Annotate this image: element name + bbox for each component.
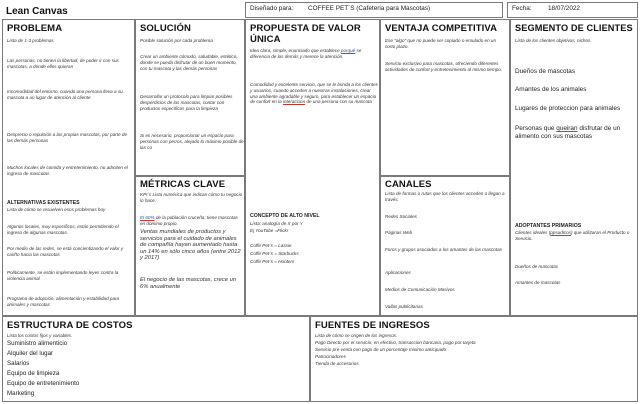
canal-item: Vallas publicitarias [385, 304, 423, 309]
metricas-title: MÉTRICAS CLAVE [140, 179, 226, 190]
problema-item: Las personas, no tienen la libertad, de poder ir con sus mascotas, a donde ellos quieran [7, 58, 119, 69]
solucion-item: Crear un ambiente cómodo, saludable, estético, donde se pueda disfrutar de un buen momento, con tu mascota y las demás personas [140, 54, 238, 71]
costo-item: Equipo de limpieza [7, 370, 60, 377]
alternativa-item: Programa de adopción, alimentación y estabilidad para animales y mascotas [7, 296, 120, 307]
propuesta-body: Comodidad y excelente servicio, que se le brinda a los clientes y usuarios, cuando acceden a nuestras instalaciones, crear una ambiente agradable y seguro, para establecer un espacio de confort en la interaccion de una persona con su mascota [250, 82, 378, 105]
ingresos-subtitle: Lista de cómo se origen de los ingresos. [315, 333, 398, 338]
segmento-subtitle: Lista de los clientes objetivos, nichos. [515, 38, 592, 43]
segmento-item: Lugares de proteccion para animales [515, 105, 621, 112]
segmento-item: Personas que queiran disfrutar de un alimento con sus mascotas [515, 125, 621, 140]
propuesta-body-link[interactable]: interaccion [282, 99, 306, 105]
costos-block [2, 316, 310, 402]
solucion-subtitle: Posible solución por cada problema [140, 38, 213, 43]
problema-subtitle: Lista de 1-3 problemas [7, 38, 54, 43]
ventaja-body: Servicio exclusivo para mascotas, ofreciendo diferentes actividades de confort y entretenimiento al mismo tiempo. [385, 61, 503, 72]
ventaja-block [380, 19, 510, 176]
ventaja-subtitle: Ese "algo" que no puede ser copiado o emulado en un corto plazo. [385, 38, 497, 49]
problema-item: Muchos locales de comida y entretenimiento, no admiten el ingreso de mascotas [7, 165, 128, 176]
metrica-stat-highlight[interactable]: El 60% [140, 215, 155, 220]
solucion-item: Si es necesario, proporcionar un espacio para personas con perros, alejado lo máximo posible de las co [140, 133, 244, 150]
designed-for-label: Diseñado para: [250, 5, 294, 12]
concepto-example: Ej YouTube =Flickr [250, 228, 289, 233]
ingreso-item: Patrocinadores [315, 354, 346, 359]
concepto-item: Coffe Pet´s = Hooters [250, 259, 295, 264]
alternativa-item: Por medio de las redes, se está concientizando el valor y cariño hacia las mascotas [7, 246, 124, 257]
ingresos-title: FUENTES DE INGRESOS [315, 320, 430, 331]
propuesta-block [245, 19, 380, 316]
alternativa-item: Políticamente, se están implementando leyes contra la violencia animal [7, 270, 119, 281]
problema-item: Desprecio o repulsión a las propias mascotas, por parte de las demás personas [7, 132, 128, 143]
designed-for-box [245, 2, 503, 18]
adoptantes-link[interactable]: ppsudicos [550, 230, 571, 235]
segmento-block [510, 19, 638, 316]
designed-for-value[interactable]: COFFEE PET´S (Cafeteria para Mascotas) [308, 5, 431, 12]
metrica-stat: El 60% de la población cruceña; tiene mascotas en dominio propio. [140, 215, 238, 226]
costo-item: Alquiler del lugar [7, 350, 54, 357]
problema-item: Incomodidad del entorno, cuando una persona lleva a su mascota a un lugar de atención al cliente [7, 89, 123, 100]
canal-item: Aplicaciones [385, 270, 411, 275]
costo-item: Marketing [7, 390, 35, 397]
costos-subtitle: Lista los costos fijos y variables. [7, 333, 73, 338]
canales-subtitle: Lista de formas o rutas que los clientes acceden o llegan a través. [385, 191, 505, 202]
adoptantes-subtitle: Clientes ideales (ppsudicos) que utilizaran el Producto o Servicio. [515, 230, 630, 241]
metricas-subtitle: KPI´s Lista numérica que indican cómo tu negocio lo hace. [140, 192, 243, 203]
solucion-block [135, 19, 245, 176]
metrica-stat: El negocio de las mascotas, crece un 6% anualmente [140, 277, 237, 290]
segmento-item: Dueños de mascotas [515, 68, 576, 75]
canales-title: CANALES [385, 179, 432, 190]
date-box [507, 2, 638, 18]
costo-item: Salarios [7, 360, 30, 367]
segmento-title: SEGMENTO DE CLIENTES [515, 23, 633, 33]
adoptante-item: Dueños de mascotas [515, 264, 559, 269]
date-label: Fecha: [512, 5, 532, 12]
concepto-item: Coffe Pet´s = Lassie [250, 243, 292, 248]
canal-item: Redes Sociales [385, 214, 417, 219]
ingreso-item: Tienda de accesorios [315, 361, 359, 366]
solucion-item: Desarrollar un protocolo para limpiar posibles desperdicios de las mascotas, contar con productos específicos para la limpieza [140, 94, 233, 111]
metricas-block [135, 176, 245, 316]
costo-item: Equipo de entretenimiento [7, 380, 80, 387]
canal-item: Foros y grupos asociados a los amantes de las mascotas [385, 247, 502, 252]
alternativas-title: ALTERNATIVAS EXISTENTES [7, 200, 80, 206]
propuesta-link[interactable]: porqué [340, 48, 356, 53]
ingresos-block [310, 316, 638, 402]
concepto-title: CONCEPTO DE ALTO NIVEL [250, 213, 320, 219]
metrica-stat: Ventas mundiales de productos y servicios para el cuidado de animales de compañía hayan aumentado hasta un 14% en sólo cinco años (entre 2012 y 2017) [140, 229, 241, 262]
adoptantes-title: ADOPTANTES PRIMARIOS [515, 223, 582, 229]
costo-item: Suministro alimenticio [7, 340, 68, 347]
adoptante-item: Amantes de mascotas [515, 280, 561, 285]
solucion-title: SOLUCIÓN [140, 23, 191, 34]
date-value[interactable]: 18/07/2022 [548, 5, 580, 12]
concepto-item: Coffe Pet´s = Starbucks [250, 251, 299, 256]
ingreso-item: Servicio pre-venta con pago de un porcentaje minimo anticipado [315, 347, 447, 352]
canvas-title: Lean Canvas [6, 6, 68, 17]
propuesta-title: PROPUESTA DE VALOR ÚNICA [250, 23, 361, 45]
ingreso-item: Pago Directo por el servicio, en efectivo, transaccion bancaria, pago por tarjeta [315, 340, 476, 345]
alternativa-item: Algunos locales, muy específicos, están permitiendo el ingreso de algunas mascotas. [7, 224, 119, 235]
alternativas-subtitle: Lista de cómo se resuelven esos problemas hoy [7, 207, 106, 212]
problema-block [2, 19, 135, 316]
propuesta-subtitle: Idea clara, simple, enunciado que establece porqué se diferencia de los demás y merece la atención. [250, 48, 362, 59]
costos-title: ESTRUCTURA DE COSTOS [7, 320, 133, 331]
concepto-subtitle: Lista: analogía de X por Y [250, 221, 303, 226]
canales-block [380, 176, 510, 316]
canal-item: Páginas Web [385, 230, 413, 235]
segmento-item-link[interactable]: queiran [556, 125, 578, 132]
problema-title: PROBLEMA [7, 23, 63, 34]
ventaja-title: VENTAJA COMPETITIVA [385, 23, 498, 34]
canal-item: Medios de Comunicación Masivos [385, 287, 455, 292]
segmento-item: Amantes de los animales [515, 86, 587, 93]
